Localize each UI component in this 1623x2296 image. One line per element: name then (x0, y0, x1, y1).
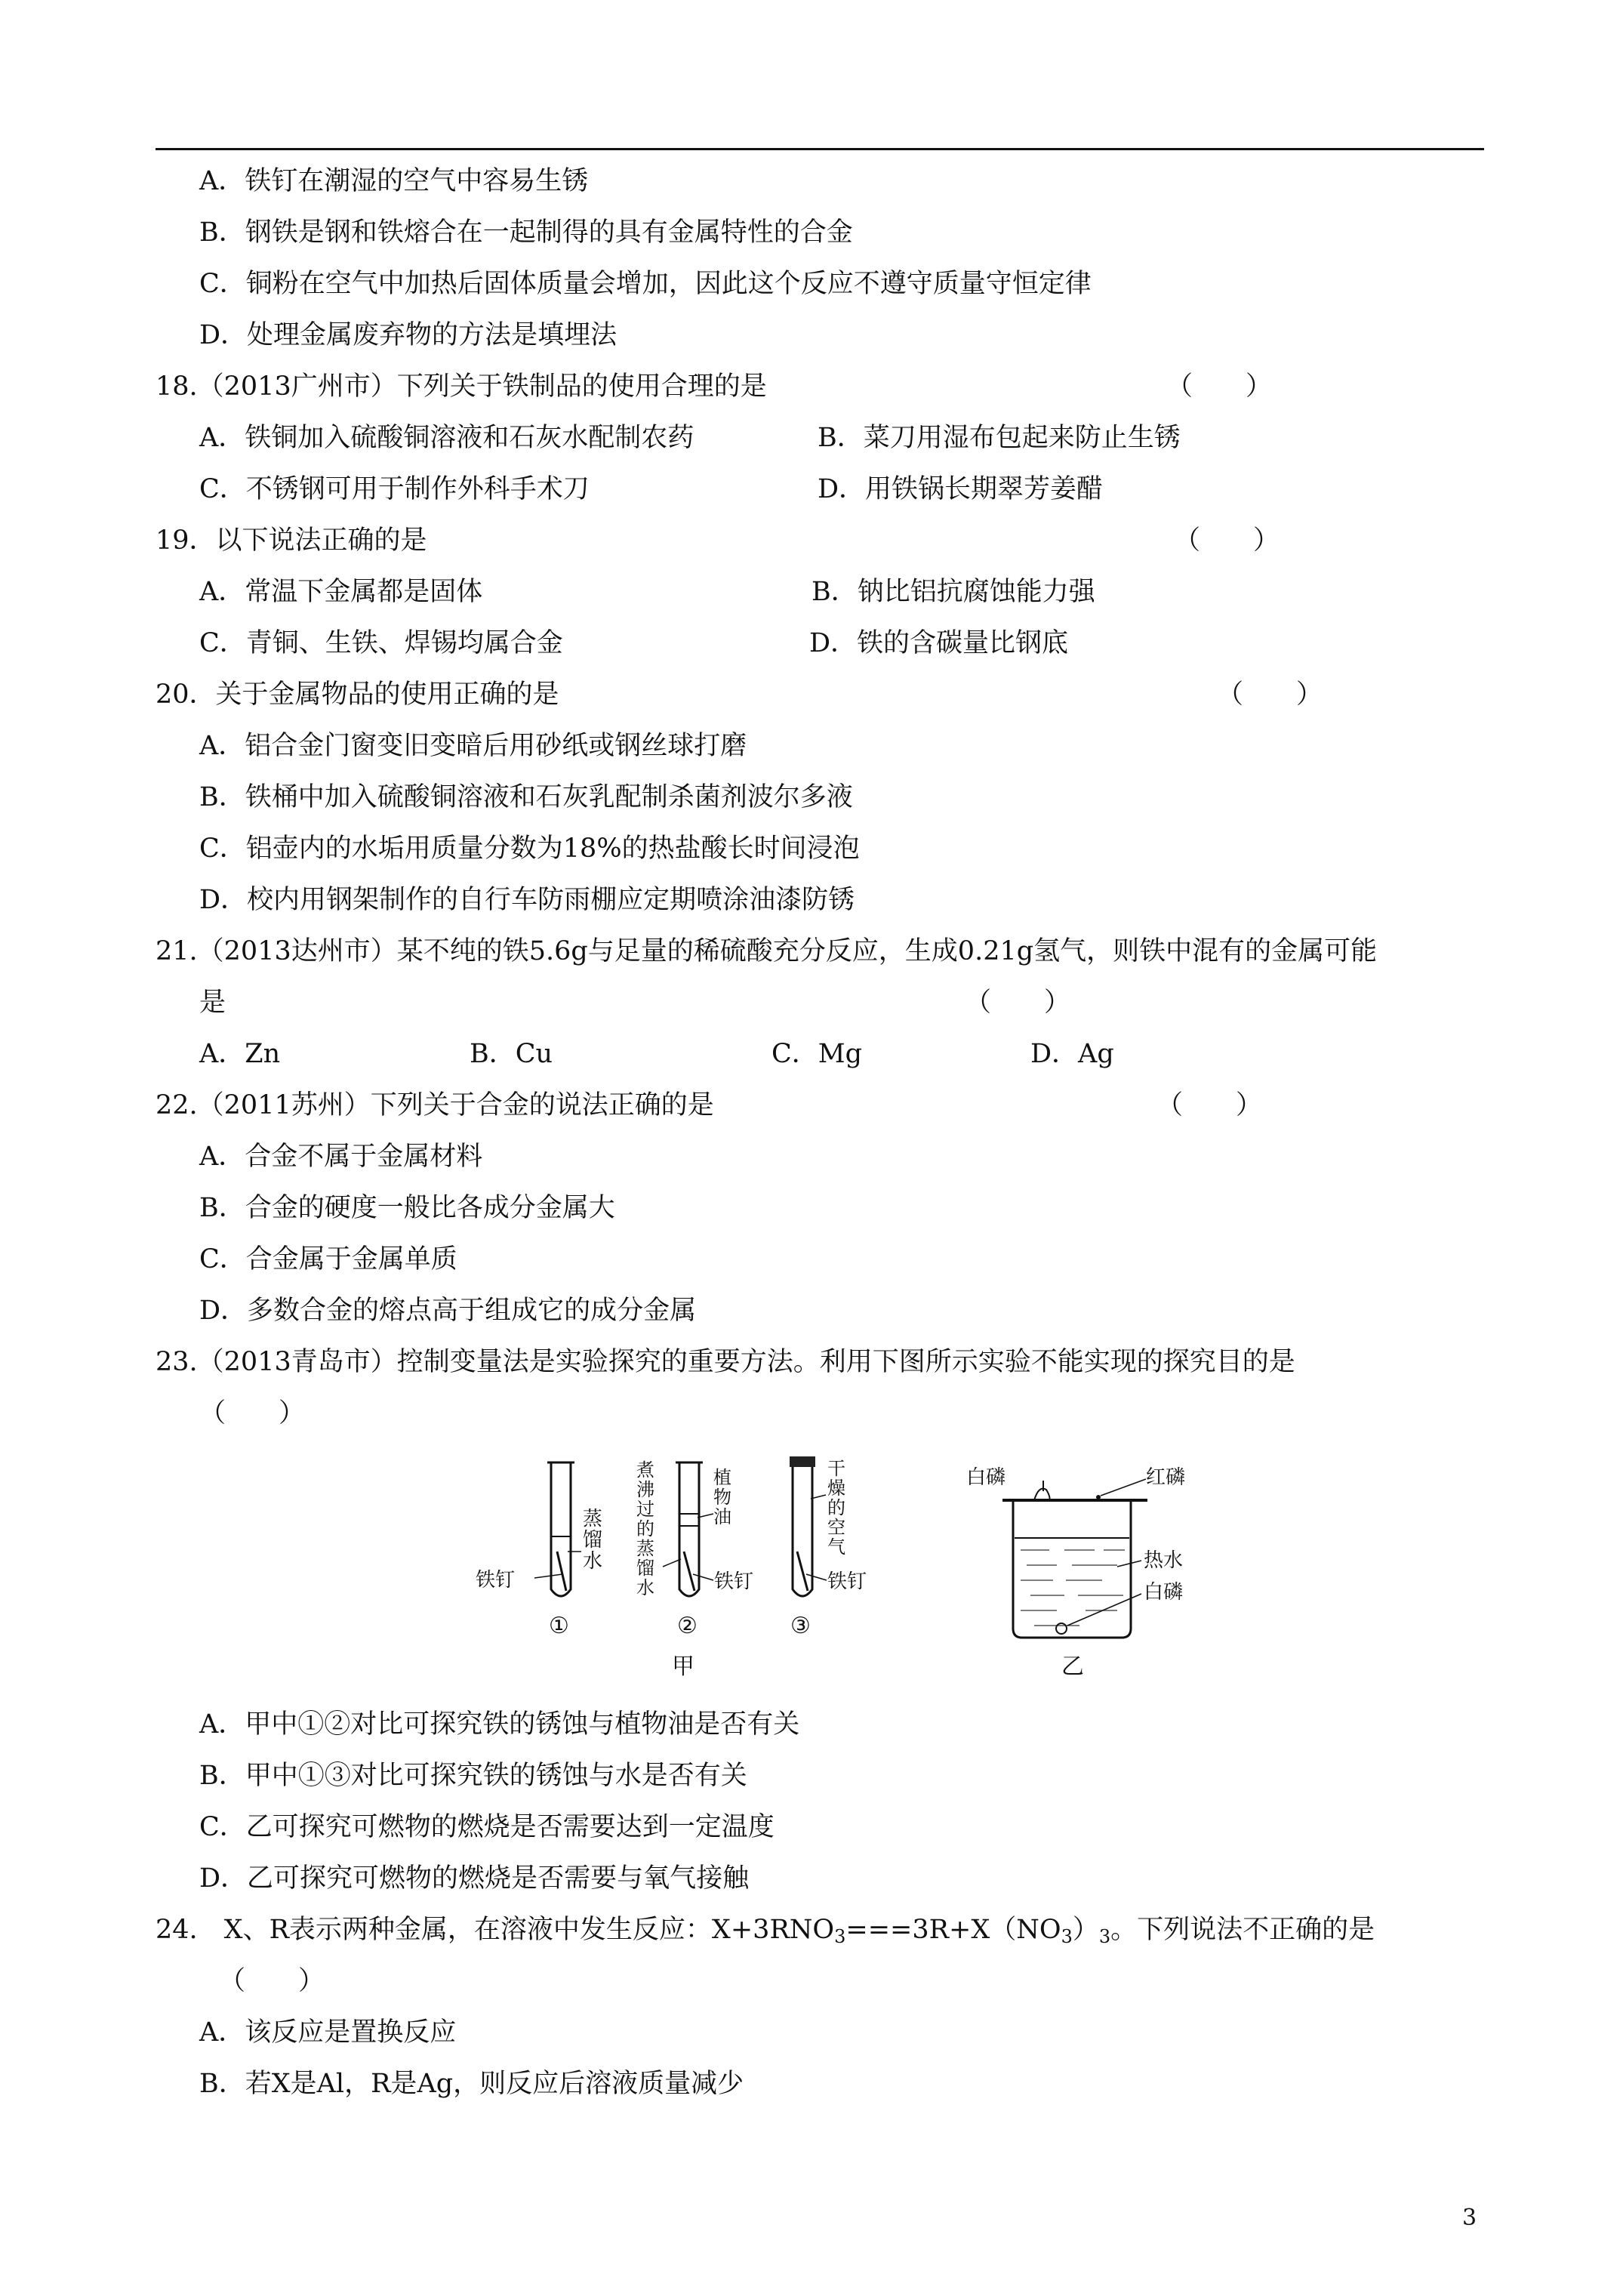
label-boiled-water (636, 1459, 661, 1598)
header-rule (156, 148, 1484, 150)
experiment-diagram (453, 1453, 1246, 1680)
test-tube-1 (534, 1462, 581, 1596)
q22-option-a: A．合金不属于金属材料 (199, 1142, 483, 1172)
q24-subscript-1: 3 (834, 1926, 846, 1947)
test-tube-3 (790, 1456, 827, 1596)
label-boiled-water-c7: 水 (636, 1577, 654, 1598)
label-boiled-water-c3: 过 (636, 1499, 654, 1520)
label-dry-air-c2: 燥 (827, 1478, 845, 1499)
q22-answer-paren: （ ） (1156, 1090, 1263, 1120)
q18-answer-paren: （ ） (1166, 371, 1273, 402)
q21-stem-cont: 是 (199, 988, 226, 1018)
q21-option-c: C．Mg (771, 1039, 863, 1069)
label-nail-3: 铁钉 (827, 1570, 867, 1593)
label-dry-air-c1: 干 (827, 1458, 845, 1479)
q18-option-c: C．不锈钢可用于制作外科手术刀 (199, 474, 590, 504)
q17-option-d: D．处理金属废弃物的方法是填埋法 (199, 320, 617, 350)
q21-stem: 21.（2013达州市）某不纯的铁5.6g与足量的稀硫酸充分反应，生成0.21g氢气，则铁中混有的金属可能 (156, 936, 1378, 966)
q17-option-b: B．钢铁是钢和铁熔合在一起制得的具有金属特性的合金 (199, 217, 853, 248)
label-white-p-bottom: 白磷 (1144, 1581, 1184, 1604)
q24-stem (156, 1913, 1375, 1953)
q21-option-d: D．Ag (1030, 1039, 1114, 1069)
label-veg-oil (713, 1467, 738, 1527)
label-boiled-water-c6: 馏 (636, 1558, 654, 1579)
q23-option-d: D．乙可探究可燃物的燃烧是否需要与氧气接触 (199, 1863, 750, 1894)
q21-option-a: A．Zn (199, 1039, 281, 1069)
q24-stem-post: ） (1072, 1915, 1099, 1945)
label-distilled-water-c1: 蒸 (583, 1508, 603, 1530)
label-nail-1: 铁钉 (476, 1569, 516, 1592)
label-dry-air-c3: 的 (827, 1497, 845, 1518)
label-red-p: 红磷 (1146, 1466, 1186, 1489)
q19-option-d: D．铁的含碳量比钢底 (809, 628, 1069, 658)
page-number: 3 (1462, 2205, 1477, 2231)
q24-subscript-3: 3 (1098, 1926, 1111, 1947)
label-boiled-water-c2: 沸 (636, 1479, 654, 1500)
q18-stem: 18.（2013广州市）下列关于铁制品的使用合理的是 (156, 371, 767, 402)
label-distilled-water (583, 1508, 608, 1573)
q22-option-b: B．合金的硬度一般比各成分金属大 (199, 1193, 615, 1223)
q19-answer-paren: （ ） (1174, 525, 1280, 556)
q23-stem: 23.（2013青岛市）控制变量法是实验探究的重要方法。利用下图所示实验不能实现的探究目的是 (156, 1347, 1295, 1377)
q24-stem-end: 。下列说法不正确的是 (1110, 1915, 1375, 1945)
label-veg-oil-c1: 植 (713, 1467, 731, 1488)
label-jia: 甲 (672, 1653, 694, 1680)
test-tube-2 (663, 1462, 713, 1596)
label-boiled-water-c4: 的 (636, 1518, 654, 1539)
label-nail-2: 铁钉 (714, 1570, 754, 1593)
q24-answer-paren: （ ） (219, 1966, 325, 1996)
q20-stem: 20．关于金属物品的使用正确的是 (156, 680, 559, 710)
q18-option-d: D．用铁锅长期翠芳姜醋 (818, 474, 1104, 504)
q20-option-a: A．铝合金门窗变旧变暗后用砂纸或钢丝球打磨 (199, 731, 747, 761)
label-dry-air-c5: 气 (827, 1536, 845, 1558)
label-veg-oil-c2: 物 (713, 1487, 731, 1508)
q24-option-a: A．该反应是置换反应 (199, 2017, 457, 2048)
q24-subscript-2: 3 (1061, 1926, 1073, 1947)
q20-answer-paren: （ ） (1217, 680, 1323, 710)
q23-answer-paren: （ ） (199, 1398, 306, 1428)
q19-stem: 19．以下说法正确的是 (156, 525, 427, 556)
q17-option-c: C．铜粉在空气中加热后固体质量会增加，因此这个反应不遵守质量守恒定律 (199, 269, 1092, 299)
q21-answer-paren: （ ） (965, 988, 1071, 1018)
q17-option-a: A．铁钉在潮湿的空气中容易生锈 (199, 166, 589, 196)
label-tube-1: ① (549, 1613, 569, 1639)
label-dry-air (827, 1458, 852, 1558)
label-yi: 乙 (1061, 1653, 1084, 1680)
q23-option-b: B．甲中①③对比可探究铁的锈蚀与水是否有关 (199, 1761, 747, 1791)
q20-option-d: D．校内用钢架制作的自行车防雨棚应定期喷涂油漆防锈 (199, 885, 855, 915)
q19-option-b: B．钠比铝抗腐蚀能力强 (812, 577, 1095, 607)
q24-option-b: B．若X是Al，R是Ag，则反应后溶液质量减少 (199, 2069, 744, 2099)
label-boiled-water-c5: 蒸 (636, 1538, 654, 1559)
q21-option-b: B．Cu (470, 1039, 553, 1069)
q22-option-d: D．多数合金的熔点高于组成它的成分金属 (199, 1296, 697, 1326)
q24-stem-pre: 24. X、R表示两种金属，在溶液中发生反应：X+3RNO (156, 1915, 835, 1945)
q19-option-a: A．常温下金属都是固体 (199, 577, 483, 607)
label-tube-3: ③ (790, 1613, 811, 1639)
beaker (1002, 1481, 1147, 1638)
label-distilled-water-c3: 水 (583, 1550, 603, 1573)
q20-option-c: C．铝壶内的水垢用质量分数为18%的热盐酸长时间浸泡 (199, 834, 860, 864)
q23-option-c: C．乙可探究可燃物的燃烧是否需要达到一定温度 (199, 1812, 775, 1842)
label-dry-air-c4: 空 (827, 1517, 845, 1538)
label-distilled-water-c2: 馏 (583, 1529, 603, 1552)
q23-option-a: A．甲中①②对比可探究铁的锈蚀与植物油是否有关 (199, 1709, 800, 1740)
label-tube-2: ② (677, 1613, 698, 1639)
label-hot-water: 热水 (1144, 1549, 1184, 1572)
q18-option-b: B．菜刀用湿布包起来防止生锈 (818, 423, 1181, 453)
label-veg-oil-c3: 油 (713, 1506, 731, 1527)
q22-stem: 22.（2011苏州）下列关于合金的说法正确的是 (156, 1090, 714, 1120)
q19-option-c: C．青铜、生铁、焊锡均属合金 (199, 628, 563, 658)
q24-stem-mid: ===3R+X（NO (845, 1915, 1061, 1945)
experiment-figure (453, 1453, 1246, 1680)
q22-option-c: C．合金属于金属单质 (199, 1244, 457, 1274)
q18-option-a: A．铁铜加入硫酸铜溶液和石灰水配制农药 (199, 423, 694, 453)
label-white-p-top: 白磷 (966, 1466, 1006, 1489)
label-boiled-water-c1: 煮 (636, 1459, 654, 1481)
q20-option-b: B．铁桶中加入硫酸铜溶液和石灰乳配制杀菌剂波尔多液 (199, 782, 853, 812)
